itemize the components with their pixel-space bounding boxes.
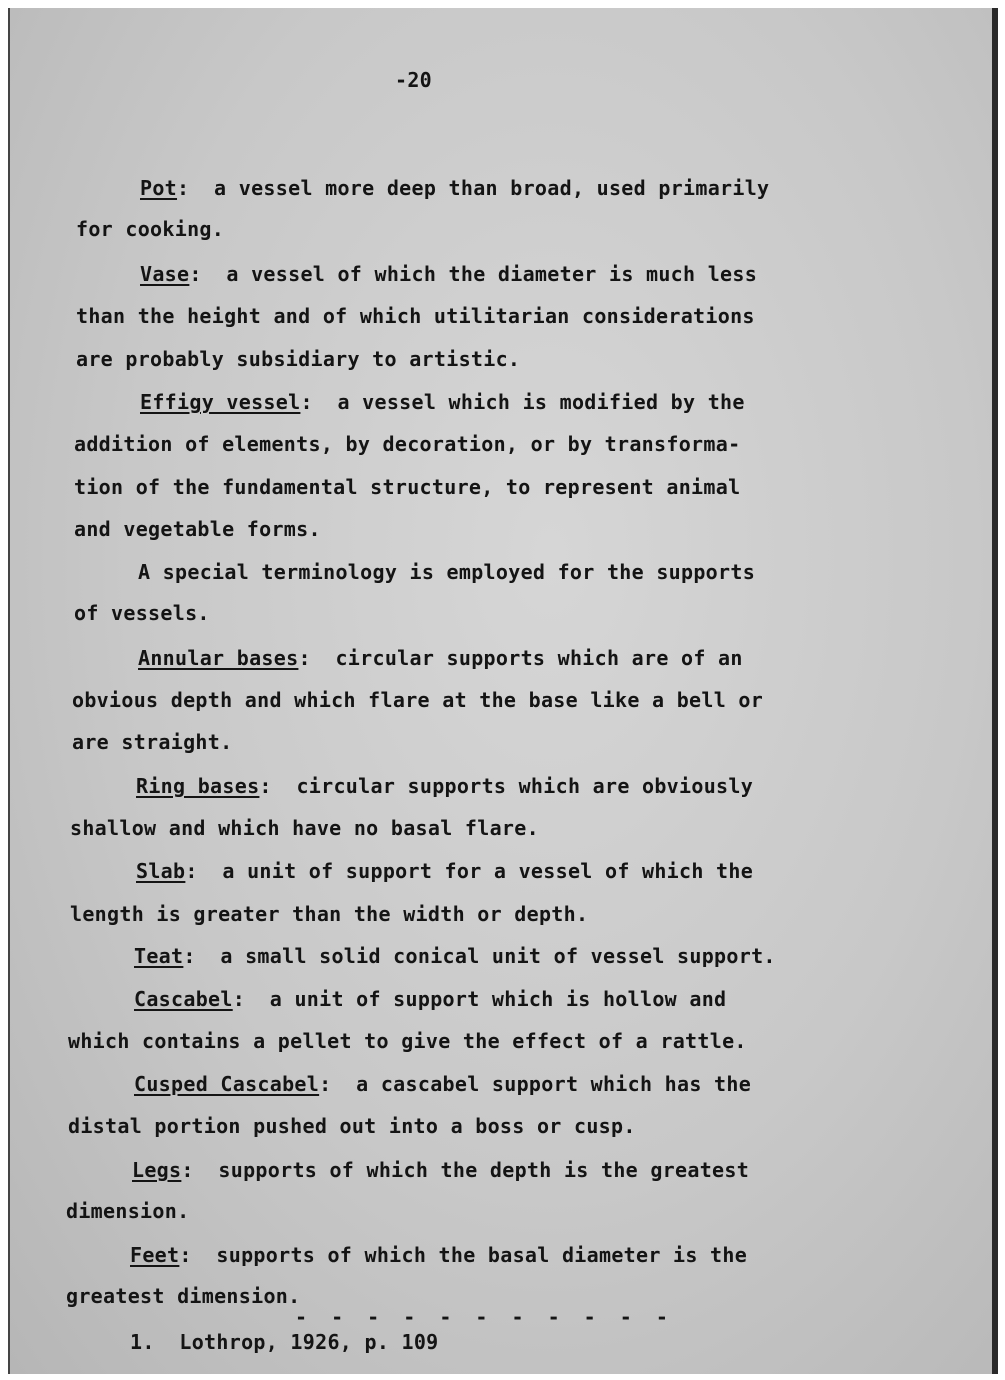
entry-ring-bases: Ring bases: circular supports which are obviously [136,774,754,798]
entry-annular-bases: Annular bases: circular supports which are of an [138,646,743,670]
term: Effigy vessel [140,390,301,414]
entry-line: shallow and which have no basal flare. [70,816,539,840]
term: Ring bases [136,774,260,798]
entry-cascabel: Cascabel: a unit of support which is hollow and [134,987,727,1011]
entry-line: dimension. [66,1199,190,1223]
entry-legs: Legs: supports of which the depth is the greatest [132,1158,750,1182]
entry-line: tion of the fundamental structure, to represent animal [74,475,741,499]
entry-effigy-vessel: Effigy vessel: a vessel which is modified by the [140,390,745,414]
entry-line: are probably subsidiary to artistic. [76,347,521,371]
term: Pot [140,176,178,200]
entry-line: and vegetable forms. [74,517,321,541]
term: Cusped Cascabel [134,1072,320,1096]
footnote-rule: - - - - - - - - - - - [295,1305,674,1329]
entry-line: length is greater than the width or depth. [70,902,589,926]
term: Feet [130,1243,180,1267]
entry-vase: Vase: a vessel of which the diameter is much less [140,262,758,286]
term: Legs [132,1158,182,1182]
term: Slab [136,859,186,883]
term: Cascabel [134,987,233,1011]
entry-line: of vessels. [74,601,210,625]
term: Vase [140,262,190,286]
entry-teat: Teat: a small solid conical unit of vessel support. [134,944,776,968]
term: Teat [134,944,184,968]
entry-line: are straight. [72,730,233,754]
entry-line: addition of elements, by decoration, or by transforma- [74,432,741,456]
entry-line: which contains a pellet to give the effect of a rattle. [68,1029,747,1053]
entry-cusped-cascabel: Cusped Cascabel: a cascabel support which has the [134,1072,752,1096]
entry-line: obvious depth and which flare at the base like a bell or [72,688,764,712]
entry-slab: Slab: a unit of support for a vessel of which the [136,859,754,883]
entry-line: than the height and of which utilitarian considerations [76,304,755,328]
term: Annular bases [138,646,299,670]
entry-pot: Pot: a vessel more deep than broad, used primarily [140,176,770,200]
footnote: 1. Lothrop, 1926, p. 109 [130,1330,439,1354]
paragraph-supports: A special terminology is employed for the supports [138,560,756,584]
page-number: -20 [395,68,433,92]
entry-feet: Feet: supports of which the basal diameter is the [130,1243,748,1267]
entry-line: greatest dimension. [66,1284,301,1308]
typed-page [8,8,998,1374]
entry-line: for cooking. [76,217,225,241]
entry-line: distal portion pushed out into a boss or cusp. [68,1114,636,1138]
